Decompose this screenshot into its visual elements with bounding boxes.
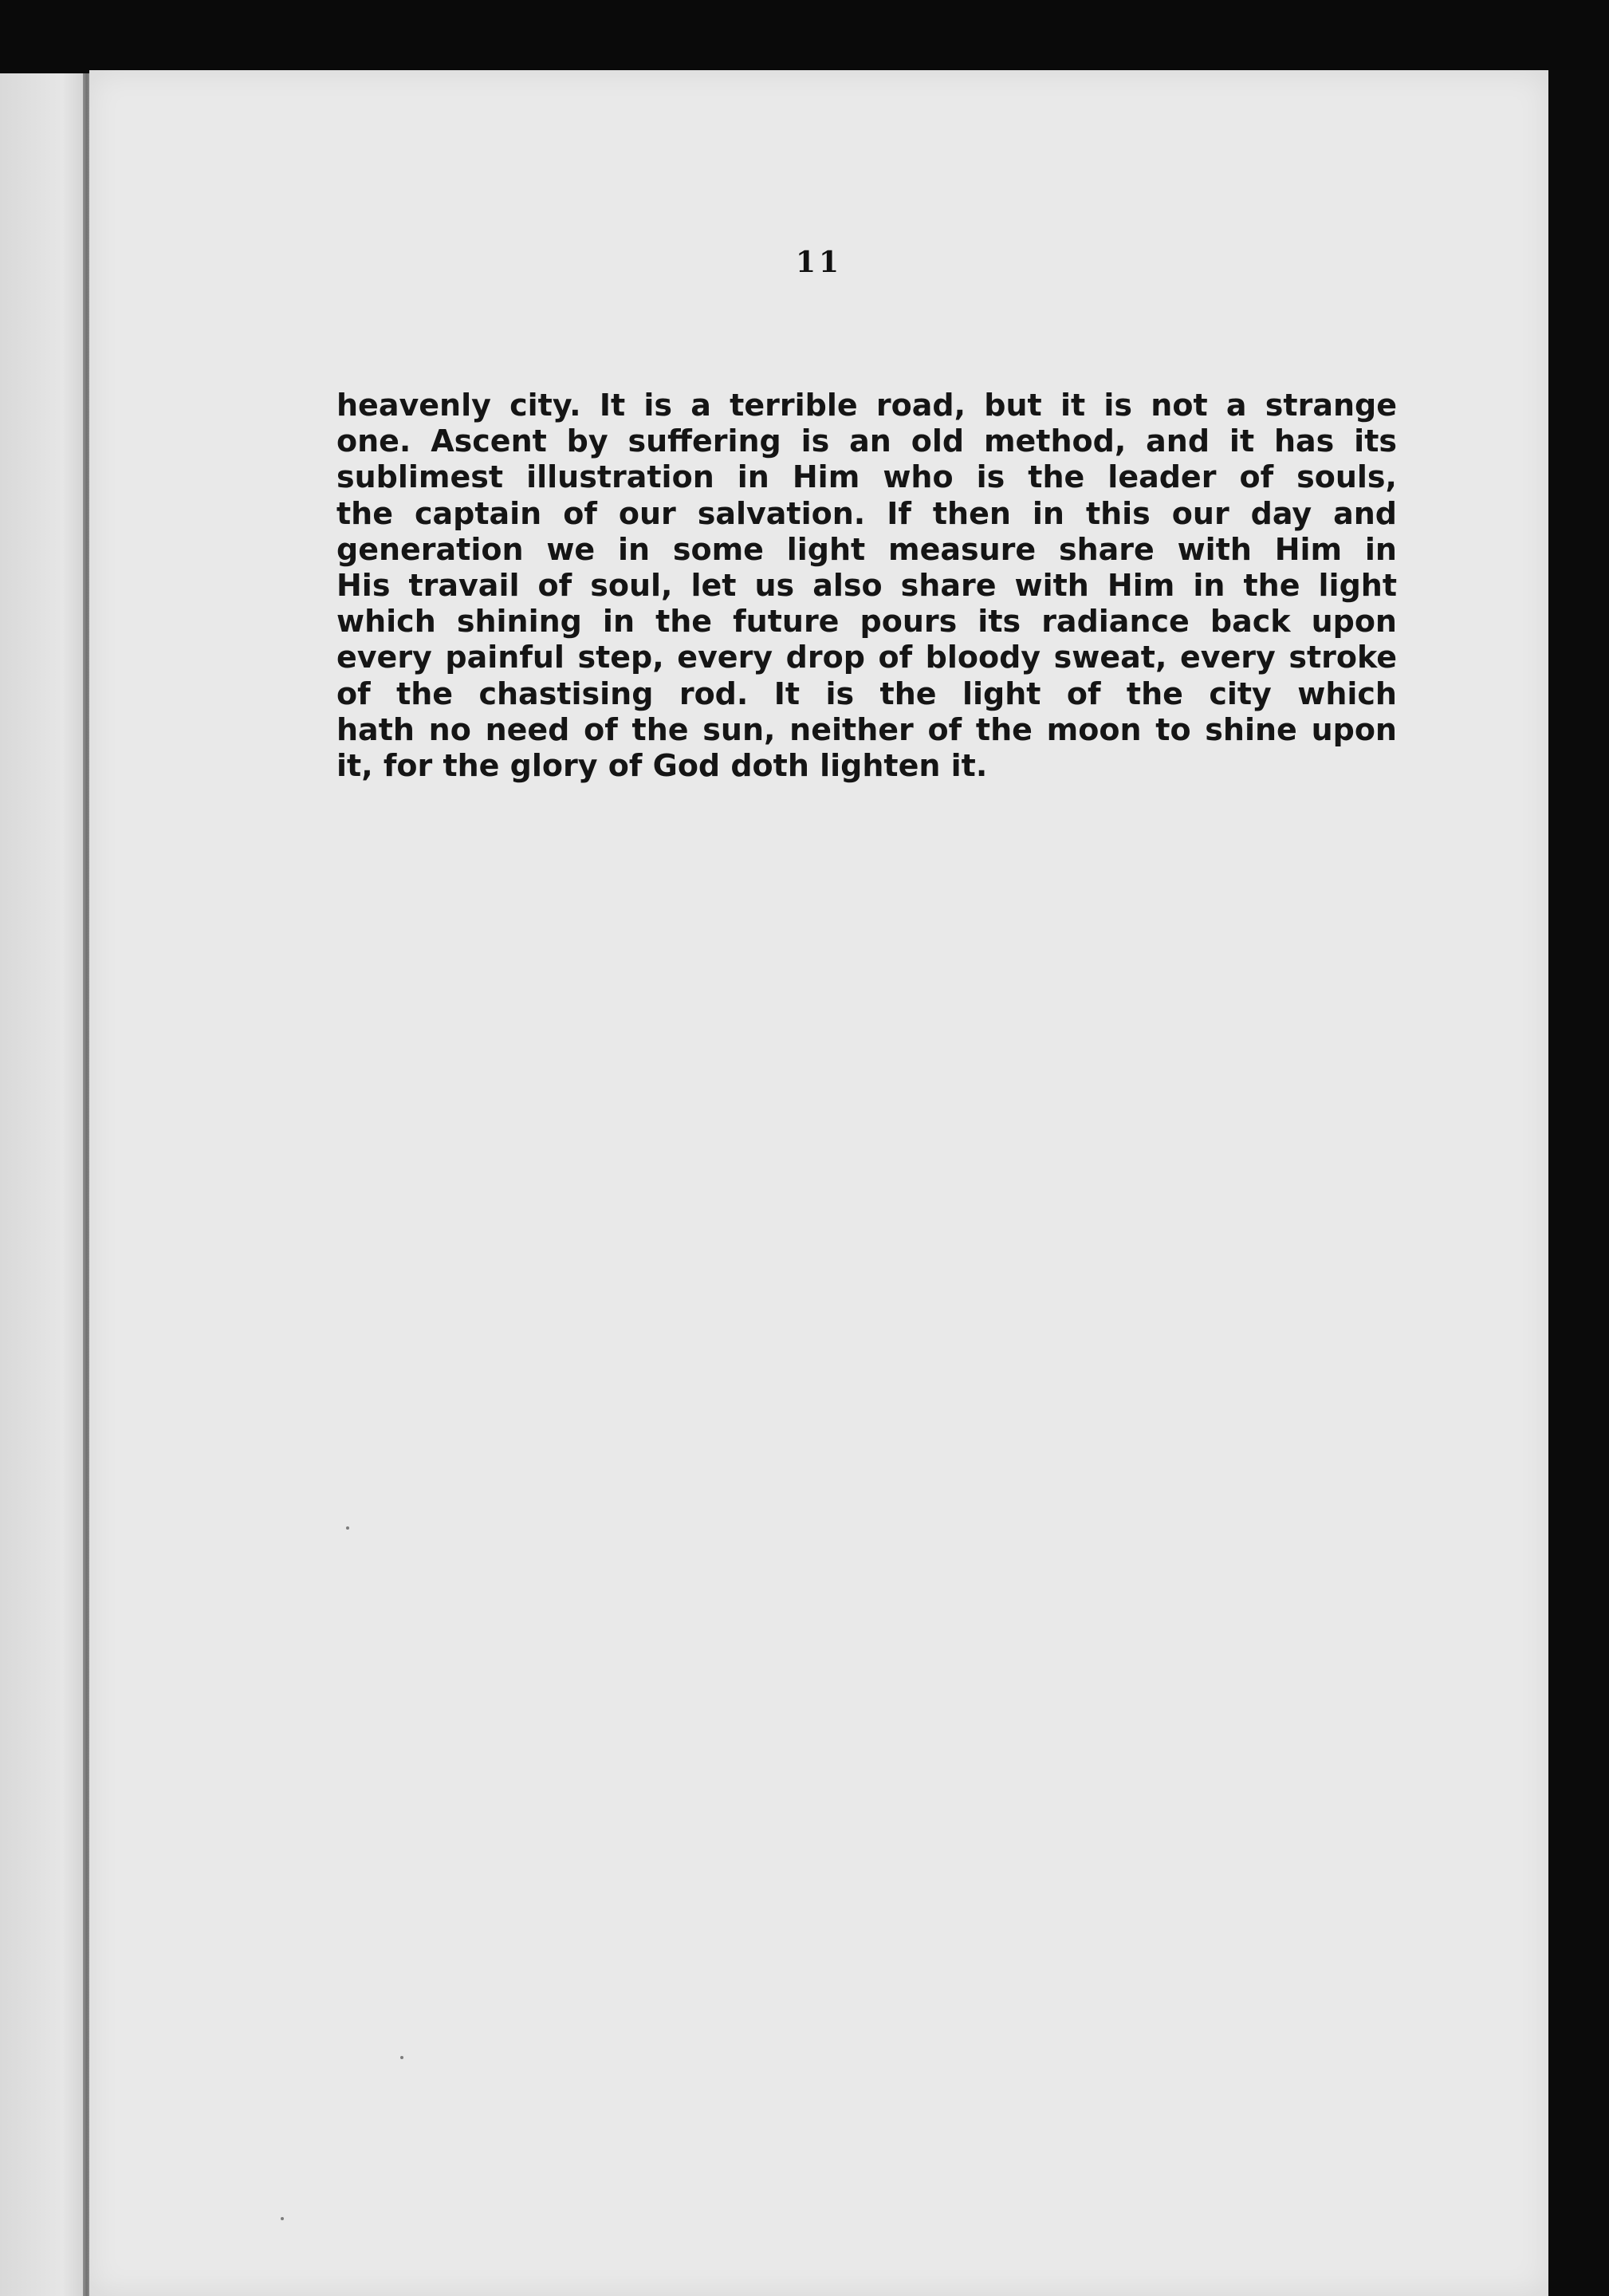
previous-page-edge <box>0 73 89 2296</box>
scan-speck <box>281 2217 284 2220</box>
text-line: generation we in some light measure share with Him in <box>336 531 1397 567</box>
scan-border-right <box>1548 70 1609 2296</box>
scan-speck <box>400 2056 403 2059</box>
page-number: 11 <box>795 246 843 279</box>
text-line: of the chastising rod. It is the light of the city which <box>336 675 1397 711</box>
text-line: it, for the glory of God doth lighten it. <box>336 748 988 784</box>
text-line: heavenly city. It is a terrible road, but it is not a strange <box>336 388 1397 423</box>
text-line: which shining in the future pours its radiance back upon <box>336 604 1397 640</box>
text-line: His travail of soul, let us also share with Him in the light <box>336 568 1397 604</box>
page-sheet <box>89 70 1548 2296</box>
text-line: one. Ascent by suffering is an old method, and it has its <box>336 423 1397 459</box>
text-line: every painful step, every drop of bloody sweat, every stroke <box>336 640 1397 675</box>
text-line: sublimest illustration in Him who is the leader of souls, <box>336 459 1397 495</box>
body-paragraph <box>336 388 1397 784</box>
text-line: hath no need of the sun, neither of the moon to shine upon <box>336 711 1397 747</box>
text-line: the captain of our salvation. If then in this our day and <box>336 495 1397 531</box>
scan-speck <box>346 1526 349 1530</box>
